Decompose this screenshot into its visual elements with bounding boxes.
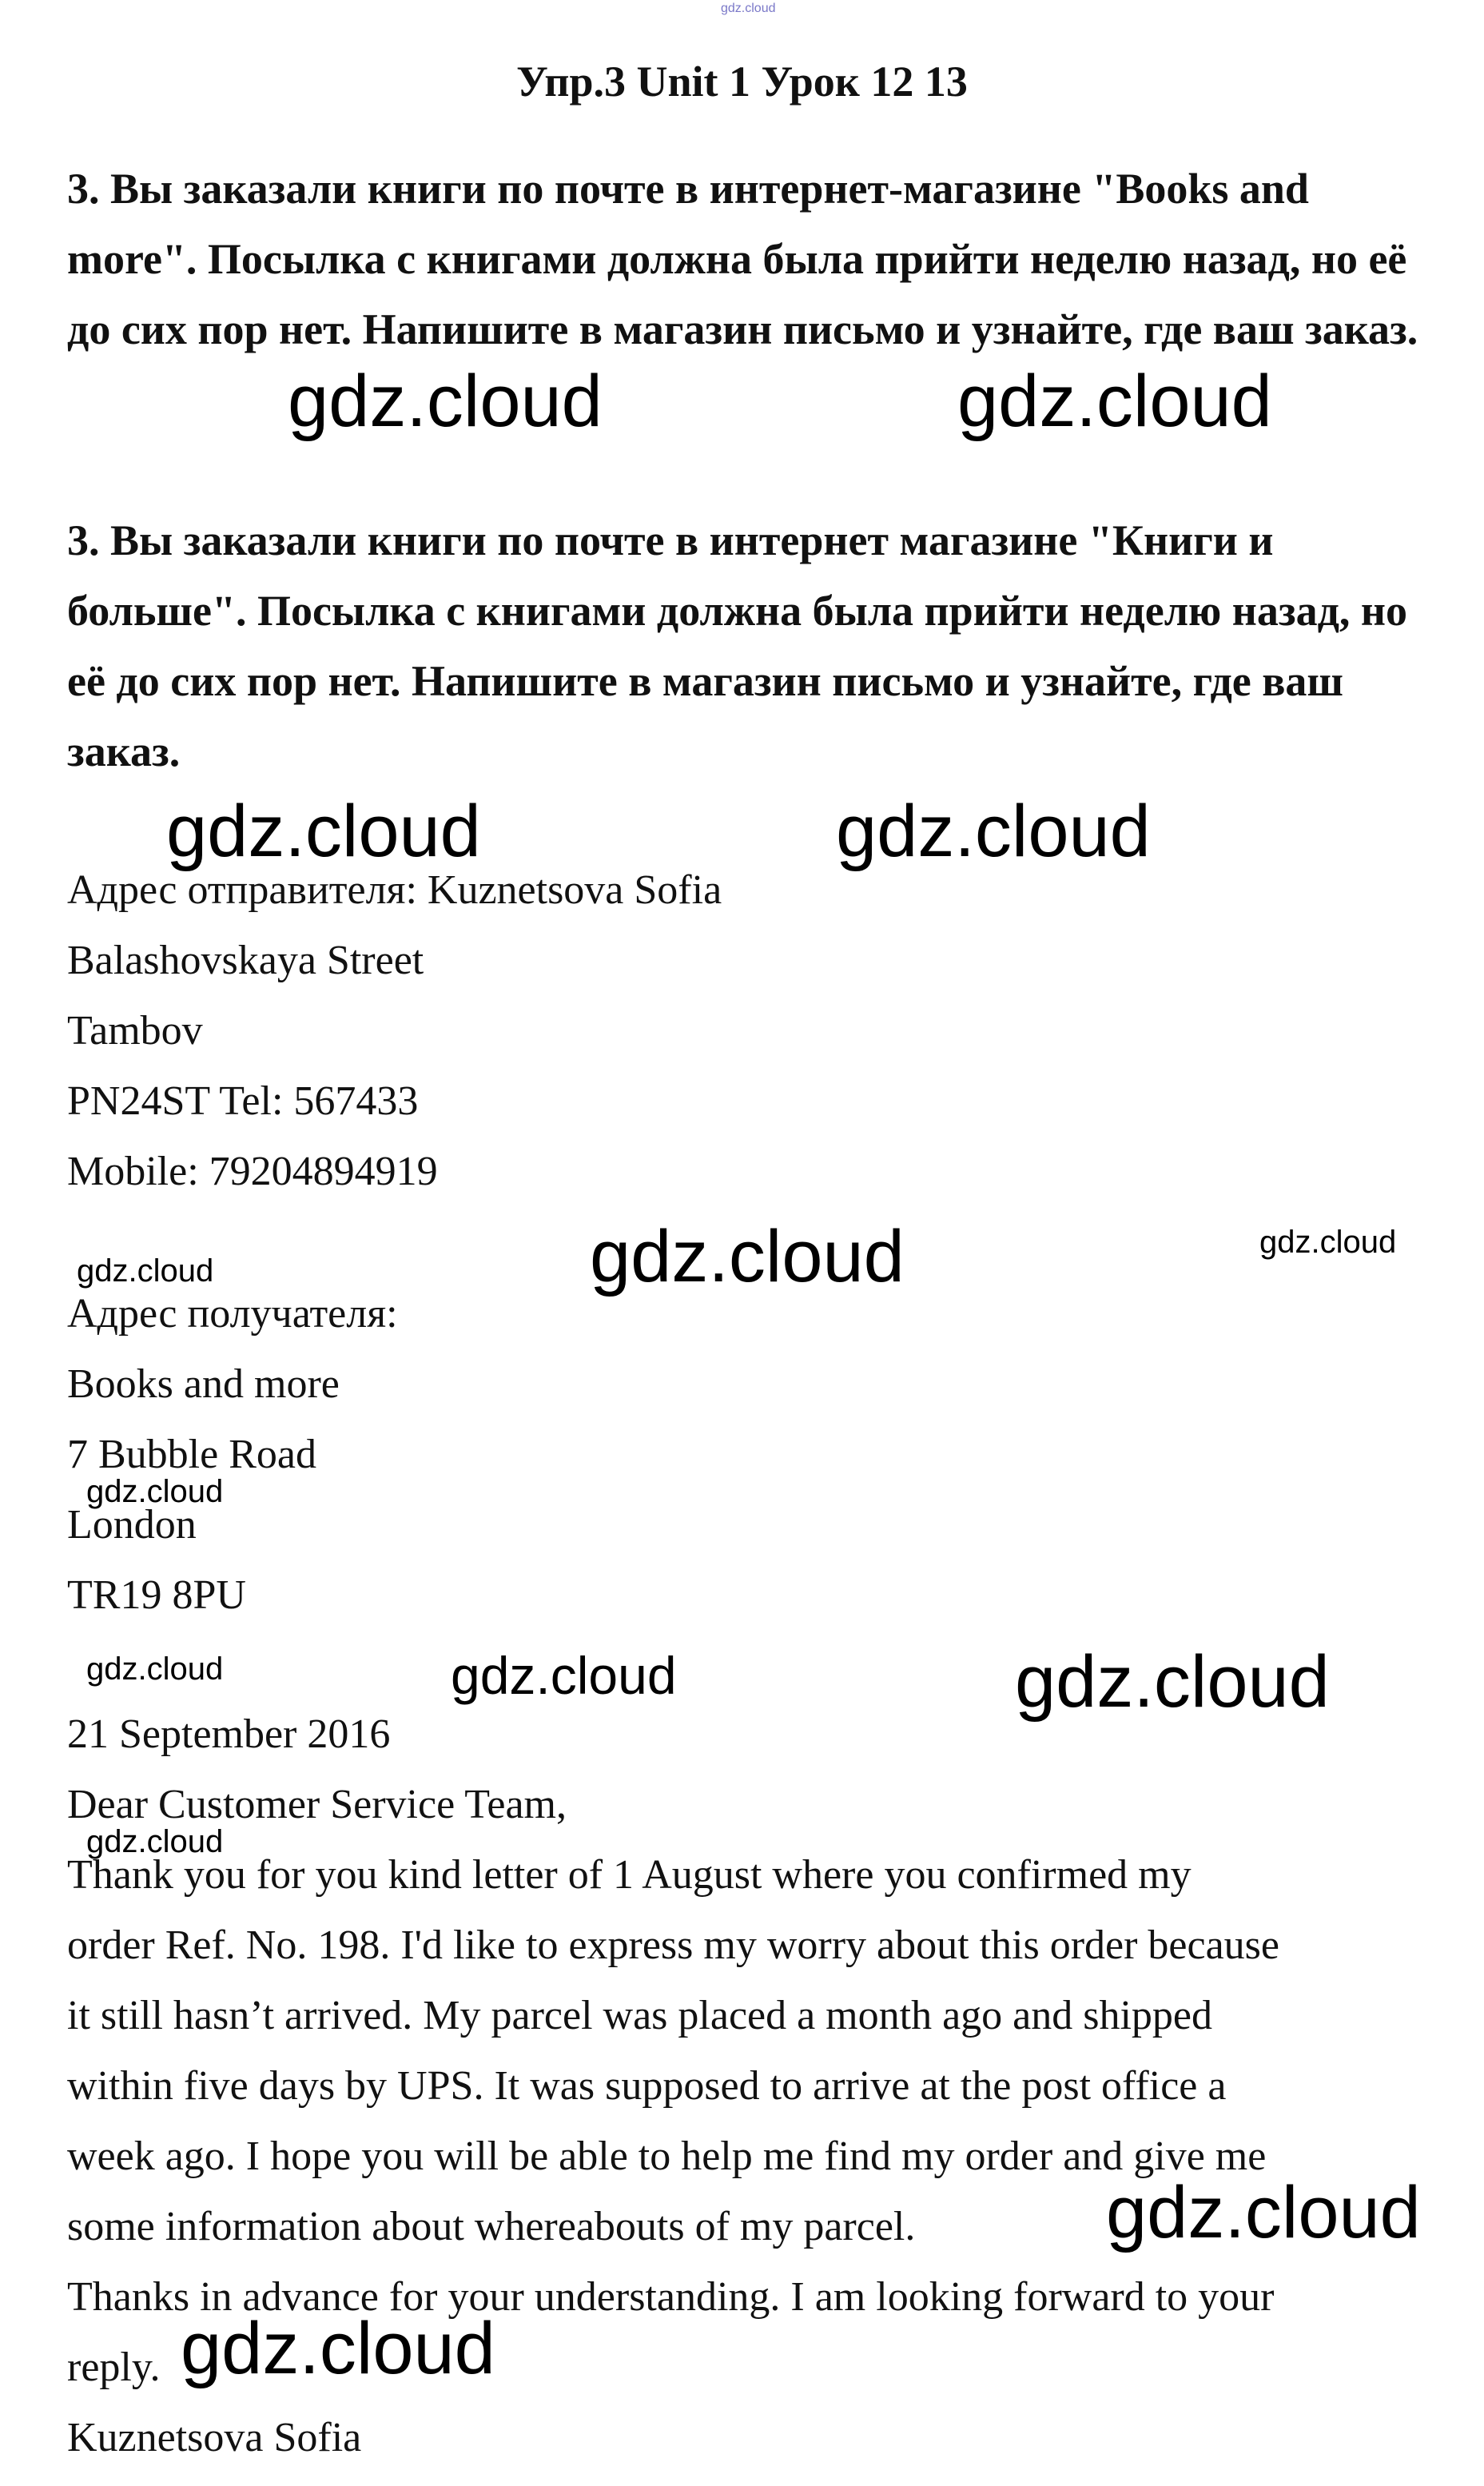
letter-signature: Kuznetsova Sofia	[67, 2415, 362, 2460]
watermark: gdz.cloud	[1015, 1641, 1330, 1723]
watermark: gdz.cloud	[86, 1474, 224, 1509]
recipient-line: 7 Bubble Road	[67, 1432, 316, 1477]
watermark: gdz.cloud	[166, 791, 481, 872]
recipient-line: Books and more	[67, 1361, 340, 1407]
page-title: Упр.3 Unit 1 Урок 12 13	[516, 58, 968, 106]
letter-body-line: within five days by UPS. It was supposed to arrive at the post office a	[67, 2063, 1227, 2109]
letter-body-line: Thanks in advance for your understanding. I am looking forward to your	[67, 2274, 1275, 2320]
letter-body-line: reply.	[67, 2345, 161, 2390]
watermark: gdz.cloud	[836, 791, 1151, 872]
letter-body-line: it still hasn’t arrived. My parcel was placed a month ago and shipped	[67, 1993, 1212, 2038]
letter-body-line: week ago. I hope you will be able to help me find my order and give me	[67, 2133, 1267, 2179]
sender-line: Balashovskaya Street	[67, 938, 424, 983]
watermark: gdz.cloud	[77, 1253, 214, 1289]
sender-line: PN24ST Tel: 567433	[67, 1078, 419, 1124]
recipient-line: TR19 8PU	[67, 1572, 246, 1618]
watermark: gdz.cloud	[86, 1651, 224, 1687]
watermark: gdz.cloud	[181, 2308, 495, 2389]
letter-greeting: Dear Customer Service Team,	[67, 1782, 567, 1827]
letter-body-line: Thank you for you kind letter of 1 August where you confirmed my	[67, 1852, 1192, 1898]
watermark: gdz.cloud	[288, 361, 603, 442]
watermark: gdz.cloud	[86, 1824, 224, 1859]
watermark: gdz.cloud	[590, 1216, 905, 1297]
sender-line: Tambov	[67, 1008, 203, 1054]
task-text-english-store: 3. Вы заказали книги по почте в интернет-магазине "Books and more". Посылка с книгами должна была прийти неделю назад, но её до сих пор нет. Напишите в магазин письмо и узнайте, где ваш заказ.	[67, 165, 1418, 353]
watermark: gdz.cloud	[451, 1646, 677, 1705]
watermark-top-tiny: gdz.cloud	[721, 2, 776, 15]
recipient-line: London	[67, 1502, 197, 1548]
letter-date: 21 September 2016	[67, 1711, 391, 1757]
watermark: gdz.cloud	[1259, 1225, 1397, 1260]
task-text-russian-store: 3. Вы заказали книги по почте в интернет магазине "Книги и больше". Посылка с книгами должна была прийти неделю назад, но её до сих пор нет. Напишите в магазин письмо и узнайте, где ваш заказ.	[67, 516, 1408, 775]
watermark: gdz.cloud	[1106, 2172, 1421, 2253]
sender-line: Адрес отправителя: Kuznetsova Sofia	[67, 867, 722, 913]
letter-body-line: order Ref. No. 198. I'd like to express my worry about this order because	[67, 1922, 1279, 1968]
recipient-line: Адрес получателя:	[67, 1291, 398, 1337]
letter-body-line: some information about whereabouts of my parcel.	[67, 2204, 916, 2249]
sender-line: Mobile: 79204894919	[67, 1149, 438, 1194]
watermark: gdz.cloud	[957, 361, 1272, 442]
